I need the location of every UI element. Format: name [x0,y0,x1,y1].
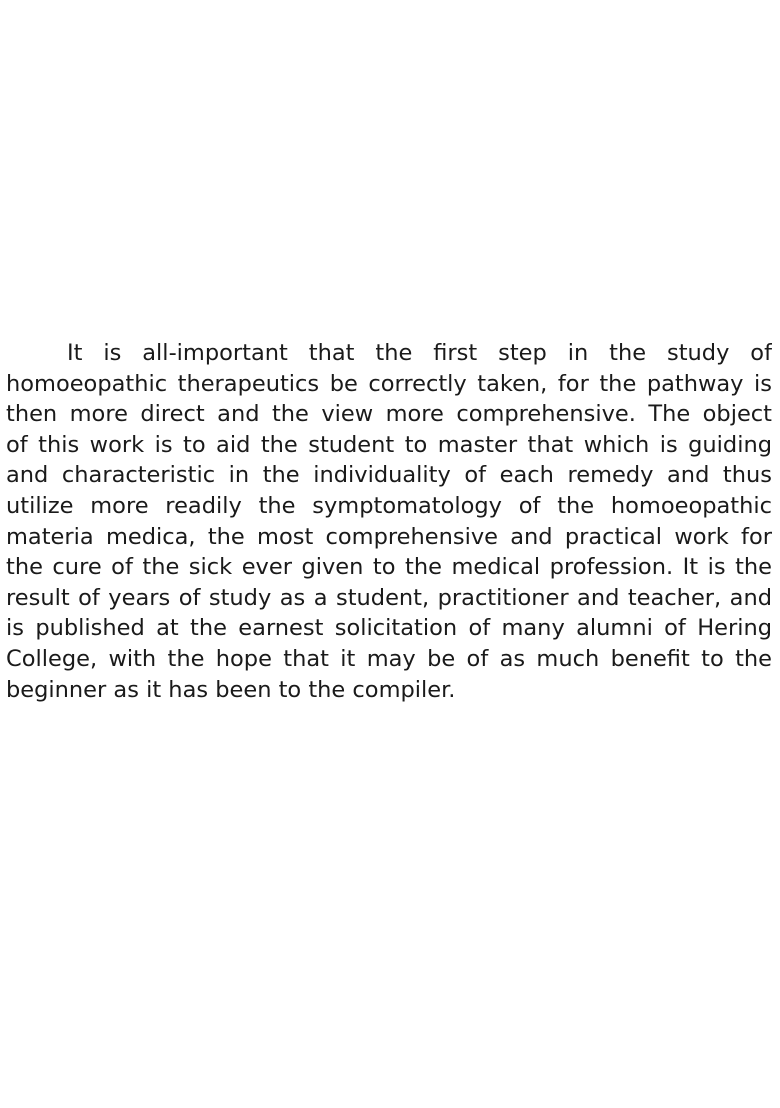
paragraph-line: and characteristic in the individuality of each remedy and thus [6,462,772,489]
paragraph-line: then more direct and the view more comprehensive. The object [6,401,772,428]
paragraph-line: utilize more readily the symptomatology of the homoeopathic [6,492,772,519]
paragraph-line: is published at the earnest solicitation of many alumni of Hering [6,615,772,642]
paragraph-line: materia medica, the most comprehensive and practical work for [6,523,772,550]
paragraph-line: It is all-important that the first step in the study of [67,340,772,366]
preface-paragraph [6,338,772,705]
paragraph-line: College, with the hope that it may be of as much benefit to the [6,645,772,672]
paragraph-line: of this work is to aid the student to master that which is guiding [6,431,772,458]
paragraph-line: homoeopathic therapeutics be correctly taken, for the pathway is [6,370,772,397]
paragraph-line: the cure of the sick ever given to the medical profession. It is the [6,554,772,581]
paragraph-line: beginner as it has been to the compiler. [6,676,456,703]
paragraph-line: result of years of study as a student, practitioner and teacher, and [6,584,772,611]
